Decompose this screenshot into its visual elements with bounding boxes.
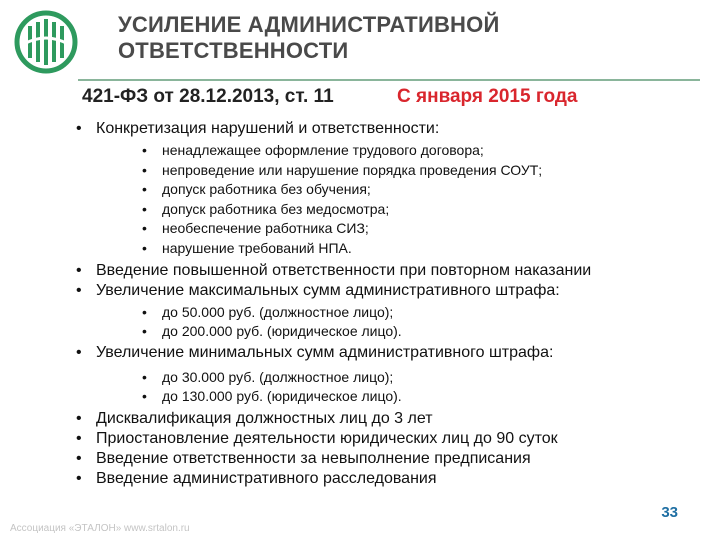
law-reference: 421-ФЗ от 28.12.2013, ст. 11 <box>82 86 334 107</box>
main-bullet-list <box>66 119 706 489</box>
bullet-item <box>66 281 706 342</box>
bullet-text: Введение ответственности за невыполнение предписания <box>96 449 531 467</box>
sub-bullet-item: • допуск работника без обучения; <box>96 180 706 200</box>
bullet-item <box>66 261 706 281</box>
bullet-text: Введение административного расследования <box>96 469 437 487</box>
sub-bullet-item: • необеспечение работника СИЗ; <box>96 219 706 239</box>
sub-bullet-item: • до 130.000 руб. (юридическое лицо). <box>96 387 706 407</box>
sub-bullet-item: • до 50.000 руб. (должностное лицо); <box>96 303 706 323</box>
page-number: 33 <box>661 504 678 521</box>
sub-bullet-item: • до 200.000 руб. (юридическое лицо). <box>96 322 706 342</box>
bullet-text: Увеличение минимальных сумм административного штрафа: <box>96 343 554 361</box>
effective-date: С января 2015 года <box>397 86 578 107</box>
sub-bullet-item: • допуск работника без медосмотра; <box>96 200 706 220</box>
sub-bullet-item: • ненадлежащее оформление трудового договора; <box>96 141 706 161</box>
bullet-text: Приостановление деятельности юридических лиц до 90 суток <box>96 429 558 447</box>
bullet-text: Введение повышенной ответственности при повторном наказании <box>96 261 592 279</box>
slide-title <box>118 12 499 64</box>
title-divider <box>78 79 700 81</box>
bullet-item <box>66 409 706 429</box>
slide-title-line-1: УСИЛЕНИЕ АДМИНИСТРАТИВНОЙ <box>118 12 500 37</box>
footer-watermark: Ассоциация «ЭТАЛОН» www.srtalon.ru <box>10 523 190 534</box>
bullet-item <box>66 119 706 259</box>
bullet-item <box>66 429 706 449</box>
sub-bullet-item: • до 30.000 руб. (должностное лицо); <box>96 368 706 388</box>
bullet-text: Дисквалификация должностных лиц до 3 лет <box>96 409 433 427</box>
bullet-text: Увеличение максимальных сумм административного штрафа: <box>96 281 560 299</box>
sub-bullet-item: • непроведение или нарушение порядка проведения СОУТ; <box>96 161 706 181</box>
sub-bullet-list <box>96 303 706 342</box>
sub-bullet-list <box>96 141 706 259</box>
etalon-logo-icon <box>14 10 78 74</box>
bullet-item <box>66 449 706 469</box>
bullet-item <box>66 469 706 489</box>
bullet-item <box>66 343 706 407</box>
bullet-text: Конкретизация нарушений и ответственности: <box>96 120 440 137</box>
sub-bullet-item: • нарушение требований НПА. <box>96 239 706 259</box>
sub-bullet-list <box>96 368 706 407</box>
slide-title-line-2: ОТВЕТСТВЕННОСТИ <box>118 38 349 63</box>
